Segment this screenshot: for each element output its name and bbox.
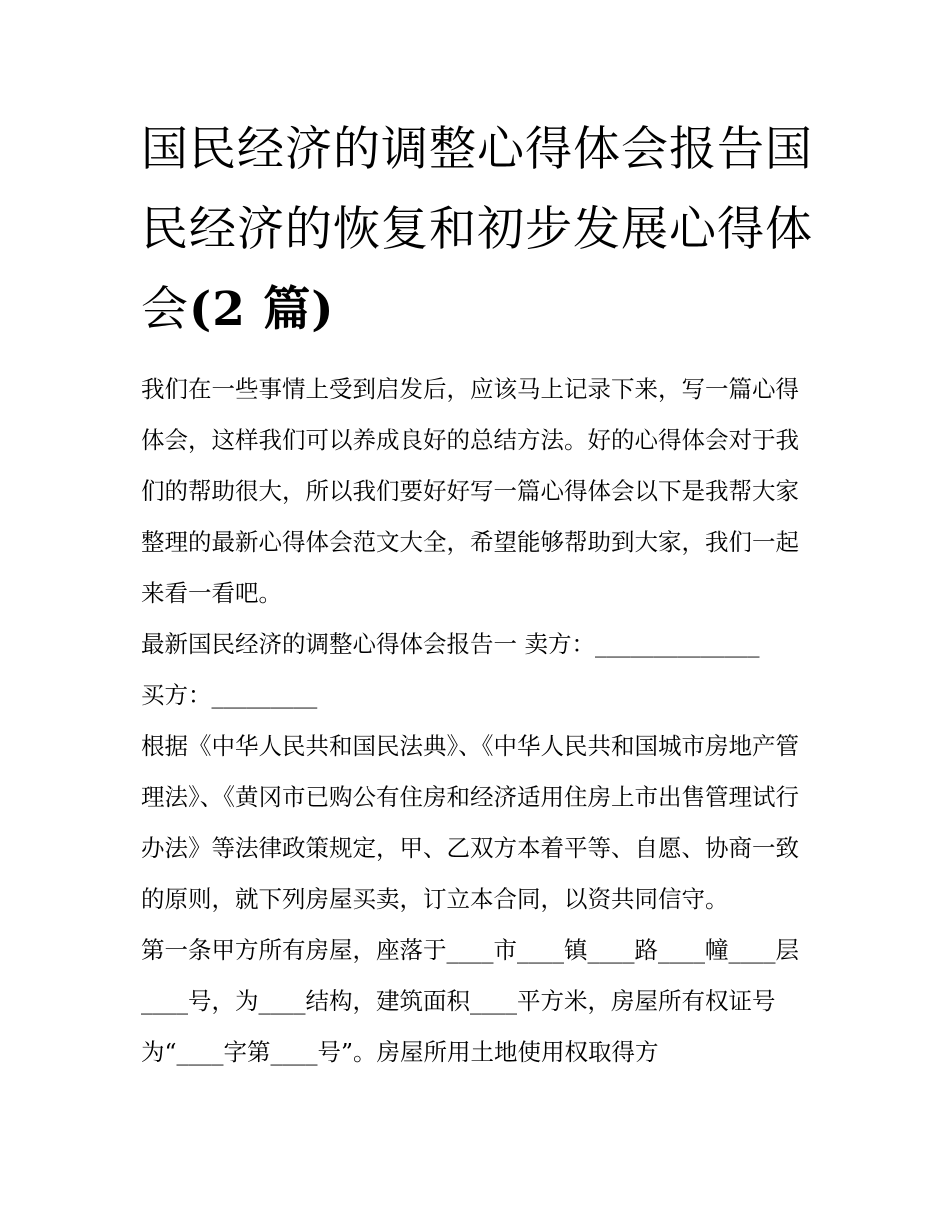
intro-paragraph: 我们在一些事情上受到启发后，应该马上记录下来，写一篇心得体会，这样我们可以养成良好的总结方法。好的心得体会对于我们的帮助很大，所以我们要好好写一篇心得体会以下是我帮大家整理的最新心得体会范文大全，希望能够帮助到大家，我们一起来看一看吧。 xyxy=(141,375,799,607)
article-one-paragraph: 第一条甲方所有房屋，座落于____市____镇____路____幢____层____号，为____结构，建筑面积____平方米，房屋所有权证号为“____字第____号”。房屋所用土地使用权取得方 xyxy=(141,936,799,1066)
document-page xyxy=(141,110,821,1078)
legal-basis-paragraph: 根据《中华人民共和国民法典》、《中华人民共和国城市房地产管理法》、《黄冈市已购公有住房和经济适用住房上市出售管理试行办法》等法律政策规定，甲、乙双方本着平等、自愿、协商一致的原则，就下列房屋买卖，订立本合同，以资共同信守。 xyxy=(141,732,799,913)
buyer-line: 买方：_________ xyxy=(141,681,318,709)
title-main: 国民经济的调整心得体会报告国民经济的恢复和初步发展心得体会 xyxy=(141,122,813,337)
seller-line: 最新国民经济的调整心得体会报告一 卖方：______________ xyxy=(141,630,760,658)
title-suffix: (2 篇) xyxy=(189,282,335,337)
document-title xyxy=(141,110,821,350)
